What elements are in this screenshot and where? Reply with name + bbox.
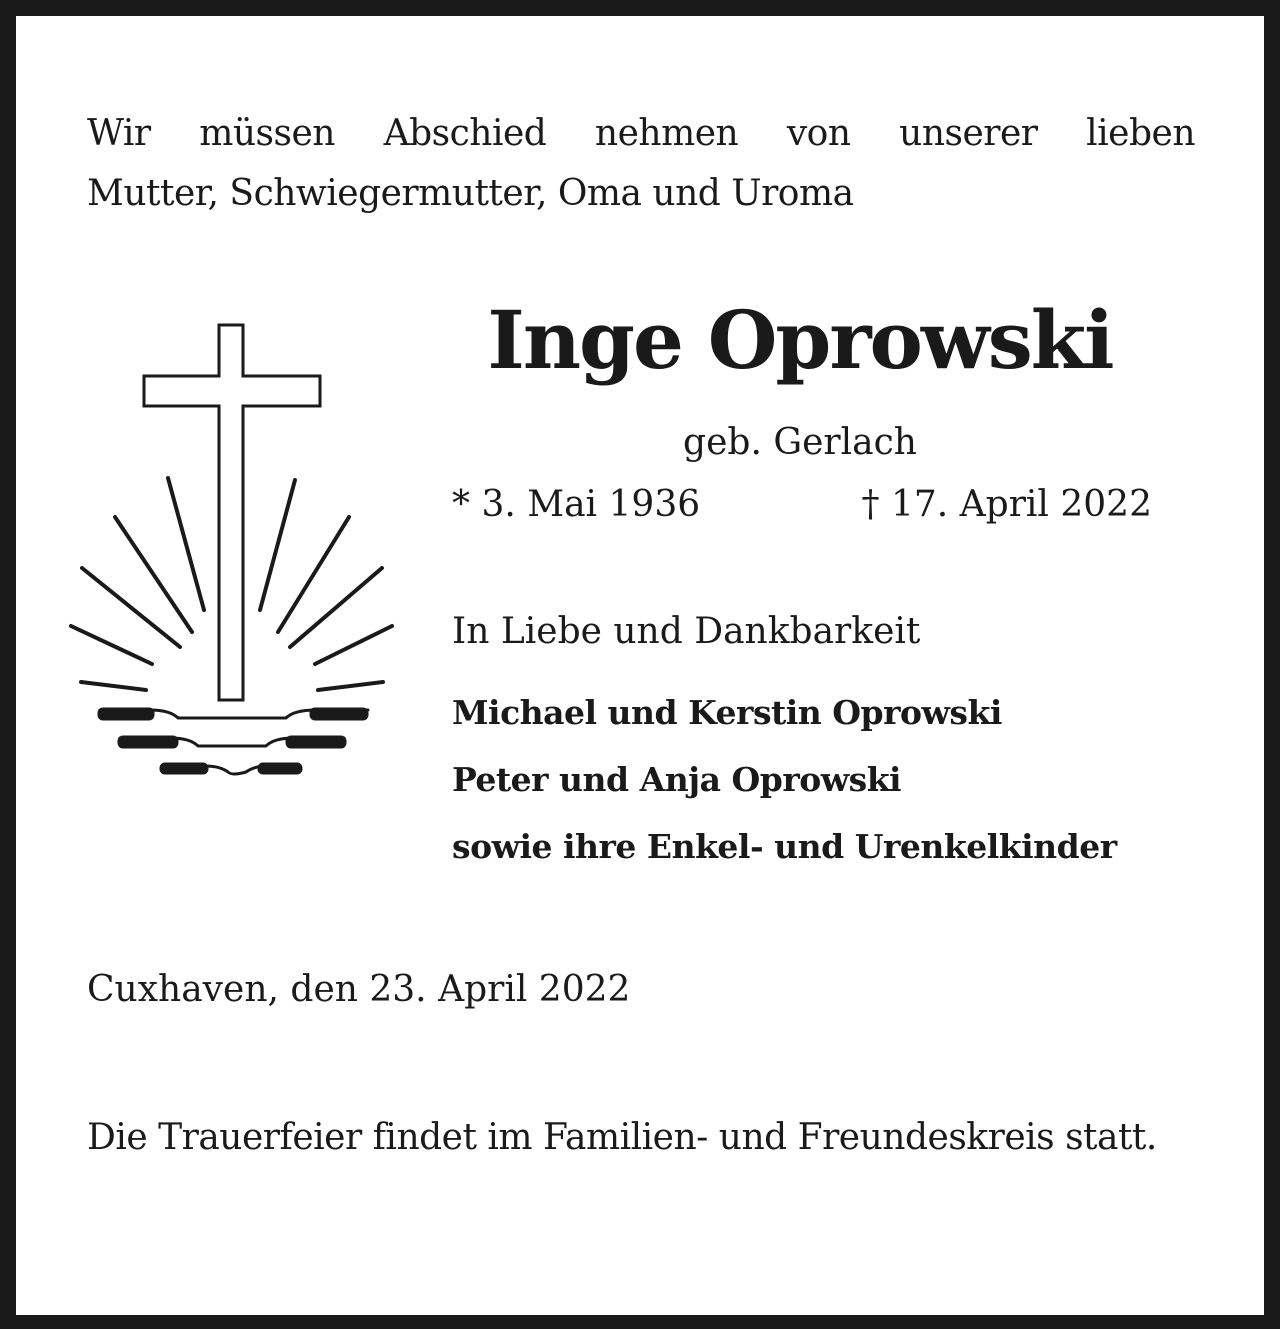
deceased-name: Inge Oprowski	[487, 293, 1113, 387]
place-and-date: Cuxhaven, den 23. April 2022	[87, 969, 631, 1010]
intro-line-2: Mutter, Schwiegermutter, Oma und Uroma	[87, 173, 854, 214]
mourner-line: sowie ihre Enkel- und Urenkelkinder	[452, 827, 1117, 866]
intro-text	[87, 104, 1195, 224]
birth-date: * 3. Mai 1936	[452, 484, 701, 525]
mourners-intro: In Liebe und Dankbarkeit	[452, 611, 921, 652]
mourner-line: Michael und Kerstin Oprowski	[452, 693, 1002, 732]
maiden-name: geb. Gerlach	[683, 422, 917, 463]
life-dates	[452, 482, 1152, 528]
intro-line-1: Wir müssen Abschied nehmen von unserer lieben	[87, 113, 1195, 154]
mourner-line: Peter und Anja Oprowski	[452, 760, 902, 799]
death-date: † 17. April 2022	[861, 484, 1152, 525]
ceremony-note: Die Trauerfeier findet im Familien- und Freundeskreis statt.	[87, 1117, 1157, 1158]
cross-with-sun-rays-and-waves-icon	[60, 310, 410, 790]
